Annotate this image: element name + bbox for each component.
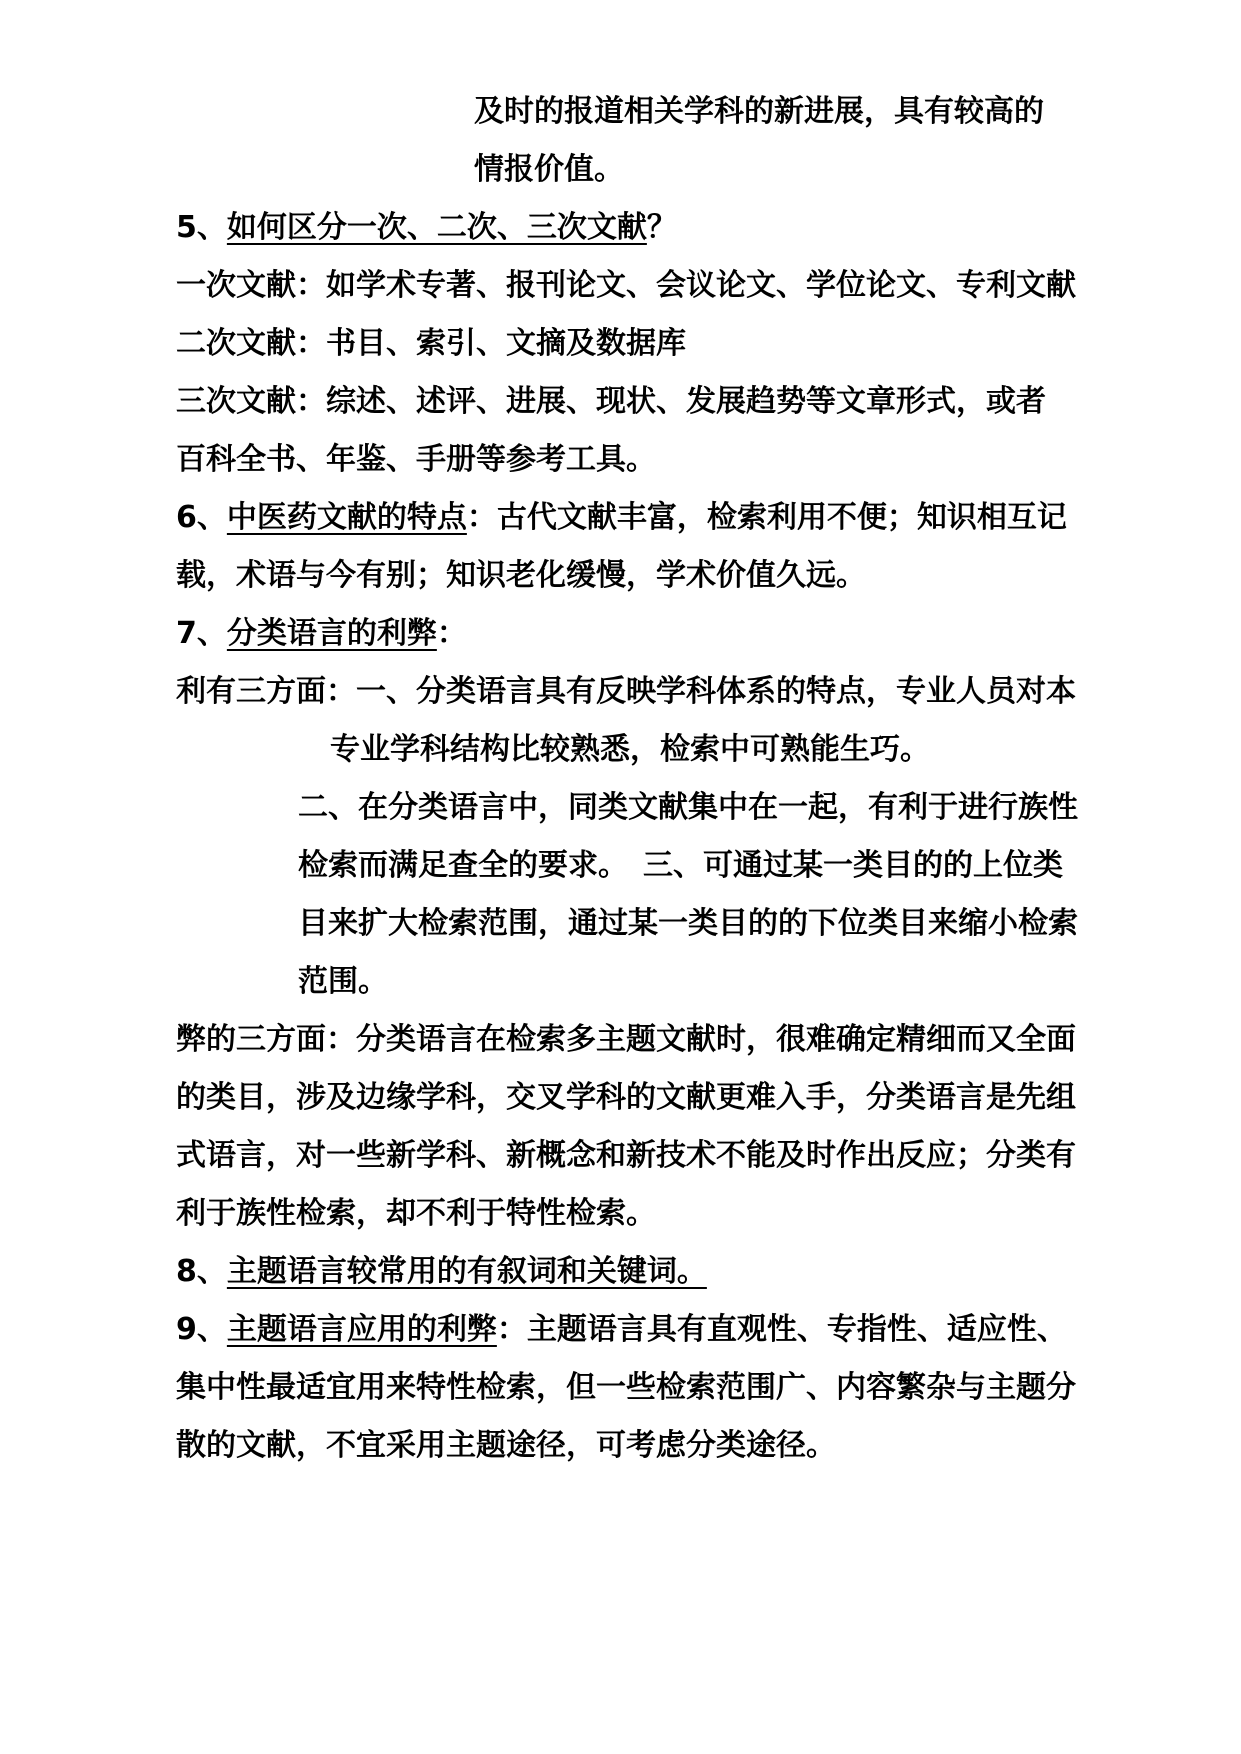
text-line: 情报价值。 xyxy=(474,152,624,187)
question-title: 中医药文献的特点 xyxy=(226,500,467,535)
text-line: 专业学科结构比较熟悉，检索中可熟能生巧。 xyxy=(330,732,930,767)
question-title: 分类语言的利弊 xyxy=(226,616,437,651)
question-title: 主题语言较常用的有叙词和关键词。 xyxy=(226,1254,707,1289)
text-line: 二、在分类语言中，同类文献集中在一起，有利于进行族性 xyxy=(298,790,1078,825)
question-9 xyxy=(176,1310,1067,1350)
text-line: 三次文献：综述、述评、进展、现状、发展趋势等文章形式，或者 xyxy=(176,384,1046,419)
text-line: 利于族性检索，却不利于特性检索。 xyxy=(176,1196,656,1231)
text-line: 一次文献：如学术专著、报刊论文、会议论文、学位论文、专利文献 xyxy=(176,268,1076,303)
question-number: 7、 xyxy=(176,616,227,651)
text-line: 散的文献，不宜采用主题途径，可考虑分类途径。 xyxy=(176,1428,836,1463)
question-text: ：主题语言具有直观性、专指性、适应性、 xyxy=(496,1312,1067,1347)
text-line: 二次文献：书目、索引、文摘及数据库 xyxy=(176,326,686,361)
text-line: 百科全书、年鉴、手册等参考工具。 xyxy=(176,442,656,477)
text-line: 范围。 xyxy=(298,964,388,999)
question-number: 5、 xyxy=(176,210,227,245)
question-6 xyxy=(176,498,1067,538)
text-line: 利有三方面：一、分类语言具有反映学科体系的特点，专业人员对本 xyxy=(176,674,1076,709)
text-line: 检索而满足查全的要求。 三、可通过某一类目的的上位类 xyxy=(298,848,1063,883)
text-line: 目来扩大检索范围，通过某一类目的的下位类目来缩小检索 xyxy=(298,906,1078,941)
text-line: 的类目，涉及边缘学科，交叉学科的文献更难入手，分类语言是先组 xyxy=(176,1080,1076,1115)
question-5 xyxy=(176,208,677,248)
question-title: 如何区分一次、二次、三次文献 xyxy=(226,210,647,245)
question-8 xyxy=(176,1252,707,1292)
question-text: ：古代文献丰富，检索利用不便；知识相互记 xyxy=(466,500,1067,535)
question-number: 6、 xyxy=(176,500,227,535)
text-line: 载，术语与今有别；知识老化缓慢，学术价值久远。 xyxy=(176,558,866,593)
question-number: 9、 xyxy=(176,1312,227,1347)
text-line: 集中性最适宜用来特性检索，但一些检索范围广、内容繁杂与主题分 xyxy=(176,1370,1076,1405)
text-line: 式语言，对一些新学科、新概念和新技术不能及时作出反应；分类有 xyxy=(176,1138,1076,1173)
question-title: 主题语言应用的利弊 xyxy=(226,1312,497,1347)
question-colon: ： xyxy=(436,616,467,651)
question-7 xyxy=(176,614,467,654)
question-number: 8、 xyxy=(176,1254,227,1289)
text-line: 及时的报道相关学科的新进展，具有较高的 xyxy=(474,94,1044,129)
text-line: 弊的三方面：分类语言在检索多主题文献时，很难确定精细而又全面 xyxy=(176,1022,1076,1057)
question-mark: ？ xyxy=(646,210,677,245)
